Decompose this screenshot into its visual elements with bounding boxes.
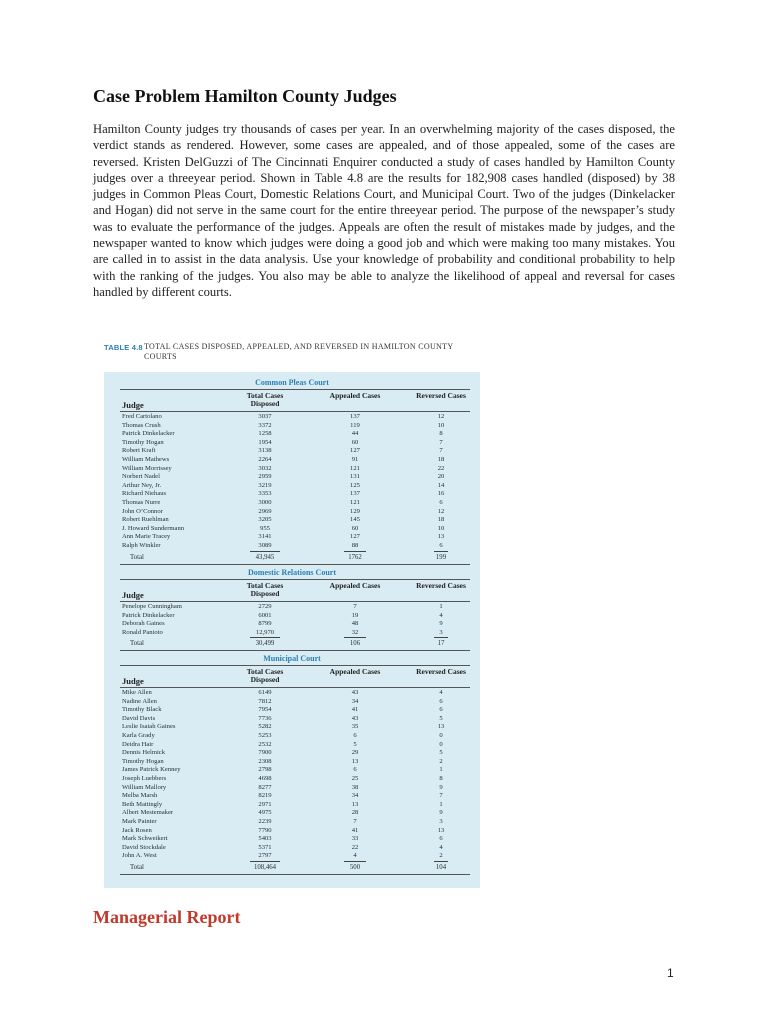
cases-appealed: 88 [351,542,359,549]
cases-appealed: 129 [350,507,360,515]
total-label: Total [130,864,144,871]
total-reversed: 104 [435,864,447,871]
sum-underline [250,551,280,552]
judge-name: Ann Marie Tracey [122,533,171,541]
cases-disposed: 955 [260,524,270,532]
judge-name: Leslie Isaiah Gaines [122,723,176,731]
column-header-judge: Judge [122,400,144,410]
cases-reversed: 7 [439,792,443,800]
cases-appealed: 145 [350,516,360,524]
table-row [104,603,480,612]
cases-reversed: 12 [437,413,445,420]
table-4-8-image [104,338,480,888]
cases-appealed: 137 [350,490,360,498]
cases-disposed: 1258 [258,430,272,438]
cases-appealed: 6 [353,766,357,774]
table-number: TABLE 4.8 [104,343,143,352]
header-rule [120,601,470,602]
section-rule [120,389,470,390]
column-header-judge: Judge [122,590,144,600]
cases-reversed: 4 [439,689,443,696]
sum-underline [434,861,448,862]
intro-paragraph: Hamilton County judges try thousands of cases per year. In an overwhelming majority of the cases disposed, the verdict stands as rendered. However, some cases are appealed, and of those appealed, some of the cases are reversed. Kristen DelGuzzi of The Cincinnati Enquirer conducted a study of cases handled by Hamilton County judges over a threeyear period. Shown in Table 4.8 are the results for 182,908 cases handled (disposed) by 38 judges in Common Pleas Court, Domestic Relations Court, and Municipal Court. Two of the judges (Dinkelacker and Hogan) did not serve in the same court for the entire threeyear period. The purpose of the newspaper’s study was to evaluate the performance of the judges. Appeals are often the result of mistakes made by judges, and the newspaper wanted to know which judges were doing a good job and which were making too many mistakes. You are called in to assist in the data analysis. Use your knowledge of probability and conditional probability to help with the ranking of the judges. You also may be able to analyze the likelihood of appeal and reversal for cases handled by different courts. [93,122,675,299]
cases-appealed: 41 [351,706,359,714]
judge-name: Dennis Helmick [122,749,166,757]
cases-disposed: 5371 [258,843,272,851]
table-row [104,542,480,551]
judge-name: Arthur Ney, Jr. [122,481,162,489]
table-row [104,516,480,525]
judge-name: Joseph Luebbers [122,775,167,782]
cases-disposed: 6149 [258,689,272,696]
sum-underline [434,637,448,638]
table-row [104,775,480,784]
judge-name: Patrick Dinkelacker [122,430,175,438]
cases-reversed: 16 [437,490,445,498]
table-row [104,844,480,853]
cases-appealed: 38 [351,783,359,791]
column-header-judge: Judge [122,676,144,686]
cases-appealed: 13 [351,757,359,765]
judge-name: Ralph Winkler [122,542,161,549]
section-bottom-rule [120,874,470,875]
table-row [104,508,480,517]
cases-appealed: 60 [351,524,359,532]
cases-reversed: 3 [439,818,443,825]
column-header-reversed: Reversed Cases [416,391,466,400]
cases-disposed: 3032 [258,464,272,472]
cases-appealed: 127 [350,447,360,455]
cases-disposed: 5282 [258,723,272,731]
judge-name: David Stockdale [122,843,166,851]
section-bottom-rule [120,650,470,651]
cases-appealed: 43 [351,689,359,696]
judge-name: David Davis [122,714,156,722]
judge-name: Fred Cartolano [122,413,162,420]
cases-appealed: 4 [353,852,357,860]
cases-appealed: 131 [350,473,360,481]
cases-reversed: 7 [439,438,443,446]
judge-name: Beth Mattingly [122,800,163,808]
sum-underline [344,551,366,552]
cases-reversed: 2 [439,852,443,860]
cases-appealed: 43 [351,714,359,722]
cases-reversed: 6 [439,835,443,843]
judge-name: Karla Grady [122,732,155,739]
cases-reversed: 14 [437,481,445,489]
cases-reversed: 2 [439,757,443,765]
judge-name: Timothy Hogan [122,438,164,446]
table-row [104,723,480,732]
judge-name: Mike Allen [122,689,152,696]
header-rule [120,687,470,688]
judge-name: Timothy Hogan [122,757,164,765]
table-row [104,447,480,456]
cases-disposed: 7900 [258,749,272,757]
section-rule [120,665,470,666]
cases-disposed: 1954 [258,438,272,446]
cases-disposed: 3372 [258,421,272,429]
cases-reversed: 18 [437,456,445,463]
cases-appealed: 91 [351,456,359,463]
table-row [104,629,480,638]
table-row [104,620,480,629]
judge-name: Jack Rosen [122,826,152,834]
table-row [104,456,480,465]
cases-appealed: 121 [350,464,360,472]
cases-disposed: 3138 [258,447,272,455]
cases-reversed: 6 [439,706,443,714]
table-row [104,792,480,801]
total-disposed: 108,464 [253,864,277,871]
cases-appealed: 41 [351,826,359,834]
cases-reversed: 13 [437,723,445,731]
judge-name: Mark Painter [122,818,157,825]
judge-name: Timothy Black [122,706,162,714]
cases-disposed: 6001 [258,611,272,619]
cases-disposed: 4698 [258,775,272,782]
cases-disposed: 7812 [258,697,272,705]
cases-disposed: 7790 [258,826,272,834]
cases-appealed: 29 [351,749,359,757]
cases-disposed: 8219 [258,792,272,800]
judge-name: Thomas Crush [122,421,161,429]
cases-appealed: 33 [351,835,359,843]
table-row [104,533,480,542]
cases-reversed: 22 [437,464,445,472]
cases-disposed: 2308 [258,757,272,765]
cases-disposed: 4975 [258,809,272,817]
cases-appealed: 121 [350,499,360,506]
table-row [104,809,480,818]
cases-reversed: 10 [437,524,445,532]
judge-name: Deborah Gaines [122,620,165,628]
judge-name: Albert Mestemaker [122,809,174,817]
column-header-disposed: Total Cases Disposed [246,667,284,684]
cases-appealed: 60 [351,438,359,446]
cases-disposed: 2969 [258,507,272,515]
judge-name: Thomas Nurre [122,499,161,506]
table-row [104,413,480,422]
table-row [104,430,480,439]
sum-underline [434,551,448,552]
judge-name: Mark Schweikert [122,835,168,843]
table-row [104,741,480,750]
cases-disposed: 2797 [258,852,272,860]
cases-disposed: 2971 [258,800,272,808]
total-reversed: 17 [437,640,445,648]
total-label: Total [130,553,144,561]
table-row [104,706,480,715]
column-header-appealed: Appealed Cases [329,391,381,400]
table-row [104,715,480,724]
judge-name: Deidra Hair [122,740,154,748]
cases-disposed: 2798 [258,766,272,774]
table-row [104,784,480,793]
cases-appealed: 25 [351,775,359,782]
cases-disposed: 8799 [258,620,272,628]
table-row [104,758,480,767]
cases-reversed: 4 [439,611,443,619]
cases-reversed: 13 [437,533,445,541]
cases-reversed: 4 [439,843,443,851]
cases-appealed: 22 [351,843,359,851]
total-reversed: 199 [435,553,447,561]
cases-appealed: 32 [351,628,359,636]
cases-appealed: 137 [350,413,360,420]
judge-name: Robert Kraft [122,447,156,455]
cases-reversed: 6 [439,697,443,705]
table-row [104,439,480,448]
cases-reversed: 8 [439,775,443,782]
table-row [104,473,480,482]
table-row [104,766,480,775]
cases-appealed: 7 [353,818,357,825]
table-row [104,422,480,431]
cases-disposed: 3141 [258,533,272,541]
table-row [104,827,480,836]
managerial-report-heading: Managerial Report [93,907,241,927]
cases-reversed: 7 [439,447,443,455]
cases-appealed: 44 [351,430,359,438]
total-appealed: 106 [349,640,361,648]
table-row [104,852,480,861]
cases-disposed: 3000 [258,499,272,506]
cases-appealed: 48 [351,620,359,628]
page-number: 1 [667,966,674,980]
cases-appealed: 119 [350,421,360,429]
sum-underline [250,861,280,862]
judge-name: John A. West [122,852,157,860]
cases-appealed: 13 [351,800,359,808]
cases-disposed: 7954 [258,706,272,714]
cases-reversed: 0 [439,740,443,748]
section-rule [120,579,470,580]
cases-reversed: 0 [439,732,443,739]
cases-reversed: 18 [437,516,445,524]
table-row [104,749,480,758]
cases-appealed: 19 [351,611,359,619]
cases-reversed: 9 [439,783,443,791]
judge-name: John O’Connor [122,507,163,515]
judge-name: Patrick Dinkelacker [122,611,175,619]
column-header-appealed: Appealed Cases [329,581,381,590]
table-row [104,818,480,827]
cases-disposed: 12,970 [255,628,275,636]
cases-reversed: 9 [439,809,443,817]
judge-name: Richard Niehaus [122,490,167,498]
cases-reversed: 8 [439,430,443,438]
cases-appealed: 35 [351,723,359,731]
total-appealed: 500 [349,864,361,871]
cases-disposed: 5253 [258,732,272,739]
table-row [104,490,480,499]
table-row [104,482,480,491]
table-header-band [104,338,480,372]
cases-reversed: 20 [437,473,445,481]
cases-disposed: 2239 [258,818,272,825]
document-title: Case Problem Hamilton County Judges [93,86,397,106]
cases-appealed: 5 [353,740,357,748]
table-row [104,698,480,707]
cases-disposed: 7736 [258,714,272,722]
judge-name: Melba Marsh [122,792,158,800]
table-row [104,499,480,508]
cases-appealed: 7 [353,603,357,610]
cases-reversed: 5 [439,749,443,757]
judge-name: William Morrissey [122,464,172,472]
judge-name: Nadine Allen [122,697,157,705]
cases-appealed: 34 [351,697,359,705]
section-title: Common Pleas Court [255,378,329,387]
total-appealed: 1762 [348,553,362,561]
section-bottom-rule [120,564,470,565]
column-header-appealed: Appealed Cases [329,667,381,676]
judge-name: William Mallory [122,783,167,791]
cases-disposed: 2532 [258,740,272,748]
cases-appealed: 34 [351,792,359,800]
cases-appealed: 28 [351,809,359,817]
cases-disposed: 8277 [258,783,272,791]
cases-reversed: 3 [439,628,443,636]
cases-reversed: 1 [439,766,443,774]
header-rule [120,411,470,412]
total-label: Total [130,640,144,648]
column-header-reversed: Reversed Cases [416,667,466,676]
cases-reversed: 13 [437,826,445,834]
table-row [104,732,480,741]
table-caption: TOTAL CASES DISPOSED, APPEALED, AND REVERSED IN HAMILTON COUNTY COURTS [144,342,454,361]
table-row [104,612,480,621]
total-disposed: 43,945 [255,553,275,561]
column-header-reversed: Reversed Cases [416,581,466,590]
cases-reversed: 10 [437,421,445,429]
sum-underline [344,637,366,638]
cases-disposed: 5403 [258,835,272,843]
cases-reversed: 6 [439,499,443,506]
cases-appealed: 127 [350,533,360,541]
section-title: Domestic Relations Court [248,568,336,577]
column-header-disposed: Total Cases Disposed [246,581,284,598]
cases-reversed: 1 [439,800,443,808]
cases-disposed: 3219 [258,481,272,489]
table-row [104,835,480,844]
cases-appealed: 125 [350,481,360,489]
table-row [104,465,480,474]
cases-disposed: 3205 [258,516,272,524]
cases-disposed: 3037 [258,413,272,420]
judge-name: Robert Ruehlman [122,516,169,524]
total-disposed: 30,499 [255,640,275,648]
cases-reversed: 9 [439,620,443,628]
sum-underline [344,861,366,862]
cases-reversed: 5 [439,714,443,722]
cases-reversed: 6 [439,542,443,549]
cases-disposed: 2729 [258,603,272,610]
table-row [104,689,480,698]
cases-disposed: 3353 [258,490,272,498]
cases-reversed: 12 [437,507,445,515]
judge-name: James Patrick Kenney [122,766,181,774]
section-title: Municipal Court [263,654,321,663]
cases-disposed: 3089 [258,542,272,549]
column-header-disposed: Total Cases Disposed [246,391,284,408]
judge-name: Norbert Nadel [122,473,160,481]
judge-name: Ronald Panioto [122,628,163,636]
cases-reversed: 1 [439,603,443,610]
judge-name: Penelope Cunningham [122,603,182,610]
cases-disposed: 2959 [258,473,272,481]
cases-appealed: 6 [353,732,357,739]
judge-name: J. Howard Sundermann [122,524,185,532]
table-row [104,801,480,810]
sum-underline [250,637,280,638]
judge-name: William Mathews [122,456,170,463]
cases-disposed: 2264 [258,456,272,463]
table-row [104,525,480,534]
